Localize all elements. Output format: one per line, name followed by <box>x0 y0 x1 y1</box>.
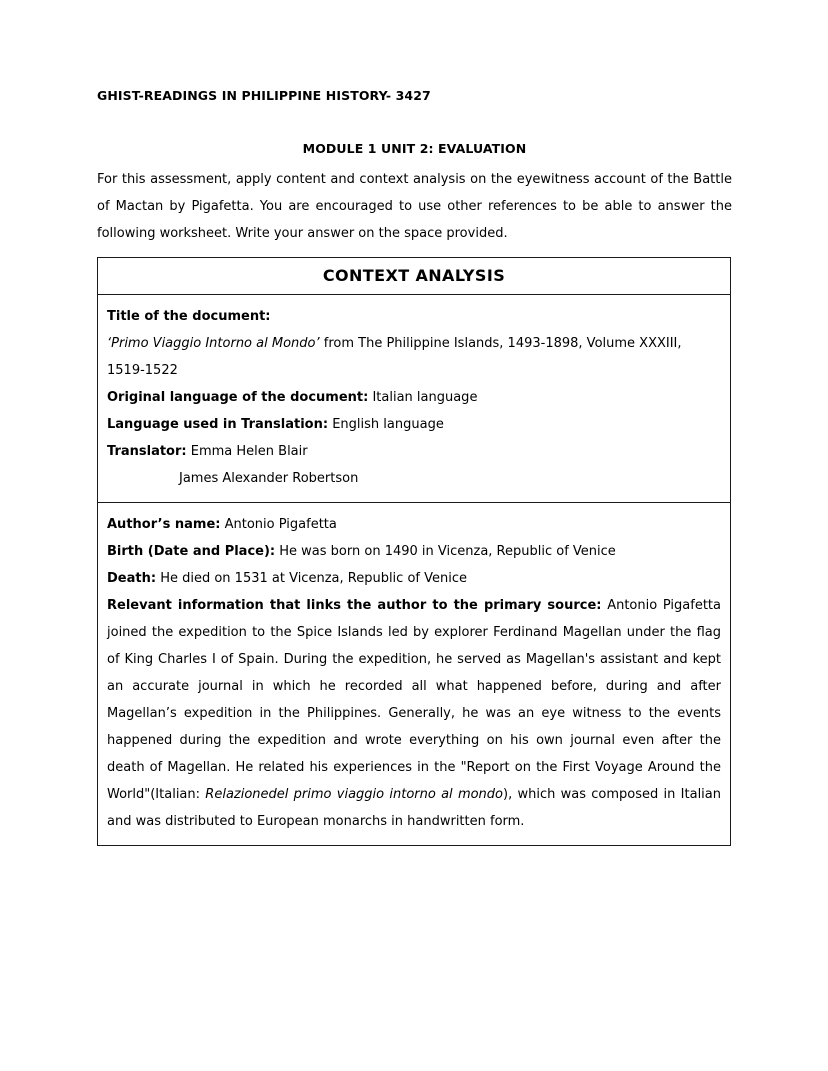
death-value: He died on 1531 at Vicenza, Republic of Venice <box>160 571 467 586</box>
relevant-information-part1: Antonio Pigafetta joined the expedition to the Spice Islands led by explorer Ferdinand Magellan under the flag of King Charles I of Spain. During the expedition, he served as Magellan's assistant and kept an accurate journal in which he recorded all what happened before, during and after Magellan’s expedition in the Philippines. Generally, he was an eye witness to the events happened during the expedition and wrote everything on his own journal even after the death of Magellan. He related his experiences in the "Report on the First Voyage Around the World"(Italian: <box>107 598 721 802</box>
translation-language-label: Language used in Translation: <box>107 417 329 432</box>
title-label-line <box>107 303 721 330</box>
instructions-paragraph: For this assessment, apply content and context analysis on the eyewitness account of the Battle of Mactan by Pigafetta. You are encouraged to use other references to be able to answer the following worksheet. Write your answer on the space provided. <box>97 172 732 241</box>
author-info-cell <box>98 503 731 846</box>
translator-value-2: James Alexander Robertson <box>179 471 359 486</box>
author-value: Antonio Pigafetta <box>224 517 337 532</box>
original-language-value: Italian language <box>372 390 478 405</box>
original-language-line <box>107 384 721 411</box>
table-row <box>98 503 731 846</box>
translator-line <box>107 438 721 465</box>
birth-value: He was born on 1490 in Vicenza, Republic of Venice <box>279 544 616 559</box>
translator-value-2-line <box>107 465 721 492</box>
title-value-line <box>107 330 721 384</box>
relevant-information-label: Relevant information that links the author to the primary source: <box>107 598 602 613</box>
module-title: MODULE 1 UNIT 2: EVALUATION <box>302 141 527 156</box>
course-title: GHIST-READINGS IN PHILIPPINE HISTORY- 3427 <box>97 88 431 103</box>
document-info-cell <box>98 295 731 503</box>
relevant-information-part2: ), which was composed in Italian and was distributed to European monarchs in handwritten form. <box>107 787 721 829</box>
relevant-information-paragraph <box>107 592 721 835</box>
table-row <box>98 295 731 503</box>
original-language-label: Original language of the document: <box>107 390 369 405</box>
birth-label: Birth (Date and Place): <box>107 544 276 559</box>
table-header-title: CONTEXT ANALYSIS <box>98 258 731 295</box>
relevant-information-italic: Relazionedel primo viaggio intorno al mondo <box>205 787 504 802</box>
document-content <box>97 88 732 846</box>
context-analysis-table <box>97 257 731 846</box>
death-label: Death: <box>107 571 157 586</box>
death-line <box>107 565 721 592</box>
title-value-italic: ‘Primo Viaggio Intorno al Mondo’ <box>107 336 320 351</box>
title-value-rest: from The Philippine Islands, 1493-1898, Volume XXXIII, 1519-1522 <box>107 336 682 378</box>
birth-line <box>107 538 721 565</box>
table-header-row <box>98 258 731 295</box>
translation-language-line <box>107 411 721 438</box>
author-label: Author’s name: <box>107 517 221 532</box>
title-label: Title of the document: <box>107 309 271 324</box>
author-name-line <box>107 511 721 538</box>
translation-language-value: English language <box>332 417 444 432</box>
translator-label: Translator: <box>107 444 187 459</box>
translator-value-1: Emma Helen Blair <box>190 444 308 459</box>
